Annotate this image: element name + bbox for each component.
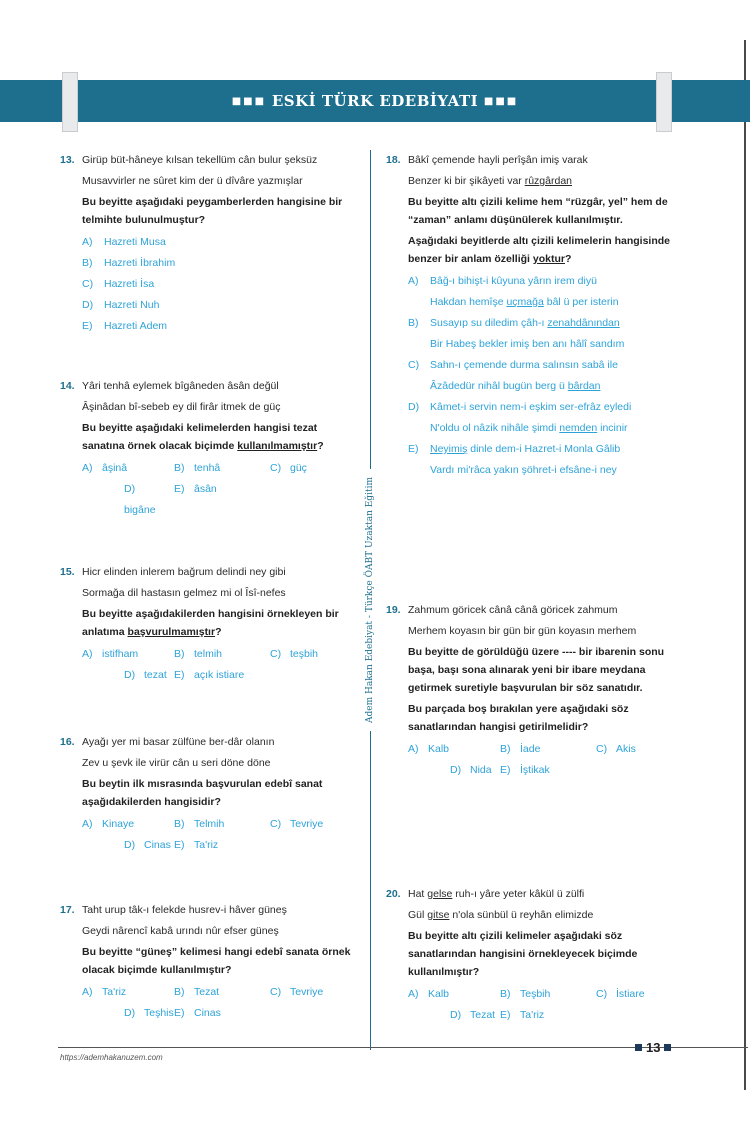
title-decor-right: ■■■ (483, 96, 519, 107)
option-a[interactable]: A) Kalb (408, 988, 450, 1000)
option-b[interactable]: B) Teşbih (500, 988, 551, 1000)
question-stem: Bu beyitte aşağıdakilerden hangisini örnekleyen bir anlatıma başvurulmamıştır? (82, 608, 339, 638)
option-e[interactable]: E) açık istiare (174, 669, 245, 681)
question-19 (386, 600, 676, 781)
option-b[interactable]: B) Hazreti İbrahim (82, 257, 176, 269)
option-d[interactable]: D) Hazreti Nuh (82, 299, 160, 311)
options-row (82, 982, 352, 1003)
option-b[interactable]: B) Susayıp su diledim çâh-ı zenahdânından Bir Habeş bekler imiş ben anı hâlî sandım (408, 317, 625, 350)
option-c[interactable]: C) Tevriye (270, 986, 324, 998)
verse-line: Benzer ki bir şikâyeti var rûzgârdan (408, 175, 572, 187)
option-e[interactable]: E) Ta'riz (500, 1009, 545, 1021)
option-c[interactable]: C) Tevriye (270, 818, 324, 830)
question-stem: Bu beyitte altı çizili kelimeler aşağıdaki söz sanatlarından hangisini örnekleyecek biçimde kullanılmıştır? (408, 930, 638, 978)
question-stem: Bu beyitte de görüldüğü üzere ---- bir ibarenin sonu başa, başı sona alınarak yeni bir ibare meydana getirmek suretiyle başvurulan bir söz sanatıdır. (408, 646, 665, 694)
verse-line: Geydi nârencî kabâ urındı nûr efser güneş (82, 925, 279, 937)
option-d[interactable]: D) tezat (124, 669, 167, 681)
option-b[interactable]: B) telmih (174, 648, 223, 660)
question-stem-2: Bu parçada boş bırakılan yere aşağıdaki söz sanatlarından hangisi getirilmelidir? (408, 703, 629, 733)
question-stem: Bu beyitte altı çizili kelime hem “rüzgâr, yel” hem de “zaman” anlamı düşünülerek kullanılmıştır. (408, 196, 668, 226)
option-e[interactable]: E) âsân (174, 483, 217, 495)
option-b[interactable]: B) Telmih (174, 818, 225, 830)
verse-line: Zahmum göricek cânâ cânâ göricek zahmum (408, 604, 618, 616)
option-c[interactable]: C) İstiare (596, 988, 645, 1000)
verse-line: Merhem koyasın bir gün bir gün koyasın merhem (408, 625, 637, 637)
option-e[interactable]: E) Hazreti Adem (82, 320, 168, 332)
page-number-text: 13 (646, 1040, 661, 1055)
page-edge (744, 40, 746, 1090)
question-number: 20. (386, 888, 401, 900)
option-c[interactable]: C) teşbih (270, 648, 319, 660)
question-stem: Bu beyitte aşağıdaki kelimelerden hangisi tezat sanatına örnek olacak biçimde kullanılmamıştır? (82, 422, 324, 452)
question-14 (60, 376, 352, 521)
verse-line: Taht urup tâk-ı felekde husrev-i hâver güneş (82, 904, 287, 916)
question-number: 13. (60, 154, 75, 166)
options-row (82, 458, 352, 479)
question-18 (386, 150, 676, 481)
question-stem: Bu beytin ilk mısrasında başvurulan edebî sanat aşağıdakilerden hangisidir? (82, 778, 323, 808)
options-row (82, 644, 352, 665)
option-d[interactable]: D) Nida (450, 764, 492, 776)
option-b[interactable]: B) tenhâ (174, 462, 221, 474)
page-title (0, 80, 750, 122)
option-e[interactable]: E) Cinas (174, 1007, 221, 1019)
option-d[interactable]: D)bigâne (124, 483, 156, 516)
verse-line: Girüp büt-hâneye kılsan tekellüm cân bulur şeksüz (82, 154, 318, 166)
title-decor-left: ■■■ (231, 96, 267, 107)
options-row (408, 739, 676, 760)
options-row (82, 665, 352, 686)
option-a[interactable]: A) Kinaye (82, 818, 135, 830)
question-number: 18. (386, 154, 401, 166)
option-d[interactable]: D) Cinas (124, 839, 171, 851)
option-c[interactable]: C) güç (270, 462, 307, 474)
option-e[interactable]: E) İştikak (500, 764, 550, 776)
option-a[interactable]: A) Hazreti Musa (82, 236, 166, 248)
question-number: 17. (60, 904, 75, 916)
option-e[interactable]: E) Neyimiş dinle dem-i Hazret-i Monla Gâlib Vardı mi'râca yakın şöhret-i efsâne-i ney (408, 443, 621, 476)
option-a[interactable]: A) Kalb (408, 743, 450, 755)
footer-url: https://ademhakanuzem.com (60, 1053, 163, 1062)
page-number (631, 1040, 675, 1055)
question-16 (60, 732, 352, 856)
options-row (82, 814, 352, 835)
question-number: 19. (386, 604, 401, 616)
verse-line: Âşinâdan bî-sebeb ey dil firâr itmek de güç (82, 401, 281, 413)
options-row (82, 835, 352, 856)
option-a[interactable]: A) âşinâ (82, 462, 128, 474)
option-d[interactable]: D) Tezat (450, 1009, 496, 1021)
options-row (82, 1003, 352, 1024)
question-15 (60, 562, 352, 686)
option-c[interactable]: C) Sahn-ı çemende durma salınsın sabâ ile Âzâdedür nihâl bugün berg ü bârdan (408, 359, 618, 392)
question-13 (60, 150, 352, 337)
verse-line: Hicr elinden inlerem bağrum delindi ney gibi (82, 566, 286, 578)
option-a[interactable]: A) Bâğ-ı bihişt-i kûyuna yârın irem diyü Hakdan hemîşe uçmağa bâl ü per isterin (408, 275, 619, 308)
option-c[interactable]: C) Hazreti İsa (82, 278, 155, 290)
option-e[interactable]: E) Ta'riz (174, 839, 219, 851)
question-17 (60, 900, 352, 1024)
option-a[interactable]: A) Ta'riz (82, 986, 127, 998)
question-20 (386, 884, 676, 1026)
question-number: 14. (60, 380, 75, 392)
question-number: 16. (60, 736, 75, 748)
question-number: 15. (60, 566, 75, 578)
verse-line: Sormağa dil hastasın gelmez mi ol Îsî-nefes (82, 587, 286, 599)
option-b[interactable]: B) Tezat (174, 986, 220, 998)
verse-line: Zev u şevk ile virür cân u seri döne döne (82, 757, 271, 769)
option-d[interactable]: D) Teşhis (124, 1007, 174, 1019)
question-stem: Bu beyitte aşağıdaki peygamberlerden hangisine bir telmihte bulunulmuştur? (82, 196, 343, 226)
title-text: ESKİ TÜRK EDEBİYATI (271, 92, 479, 110)
option-a[interactable]: A) istifham (82, 648, 139, 660)
options-row (82, 479, 352, 521)
question-stem-2: Aşağıdaki beyitlerde altı çizili kelimelerin hangisinde benzer bir anlam özelliği yoktur? (408, 235, 671, 265)
options-row (408, 760, 676, 781)
option-b[interactable]: B) İade (500, 743, 541, 755)
option-d[interactable]: D) Kâmet-i servin nem-i eşkim ser-efrâz eyledi N'oldu ol nâzik nihâle şimdi nemden incinir (408, 401, 632, 434)
verse-line: Gül gitse n'ola sünbül ü reyhân elimizde (408, 909, 594, 921)
page-marker-left (635, 1044, 642, 1051)
option-c[interactable]: C) Akis (596, 743, 636, 755)
options-row (408, 984, 676, 1005)
verse-line: Bâkî çemende hayli perîşân imiş varak (408, 154, 588, 166)
verse-line: Yâri tenhâ eylemek bîgâneden âsân değül (82, 380, 279, 392)
verse-line: Ayağı yer mi basar zülfüne ber-dâr olanın (82, 736, 275, 748)
sidebar-text: Adem Hakan Edebiyat - Türkçe ÖABT Uzaktan Eğitim (365, 469, 375, 731)
options-row (408, 1005, 676, 1026)
page-marker-right (664, 1044, 671, 1051)
verse-line: Musavvirler ne sûret kim der ü dîvâre yazmışlar (82, 175, 303, 187)
question-stem: Bu beyitte “güneş” kelimesi hangi edebî sanata örnek olacak biçimde kullanılmıştır? (82, 946, 351, 976)
verse-line: Hat gelse ruh-ı yâre yeter kâkül ü zülfi (408, 888, 585, 900)
